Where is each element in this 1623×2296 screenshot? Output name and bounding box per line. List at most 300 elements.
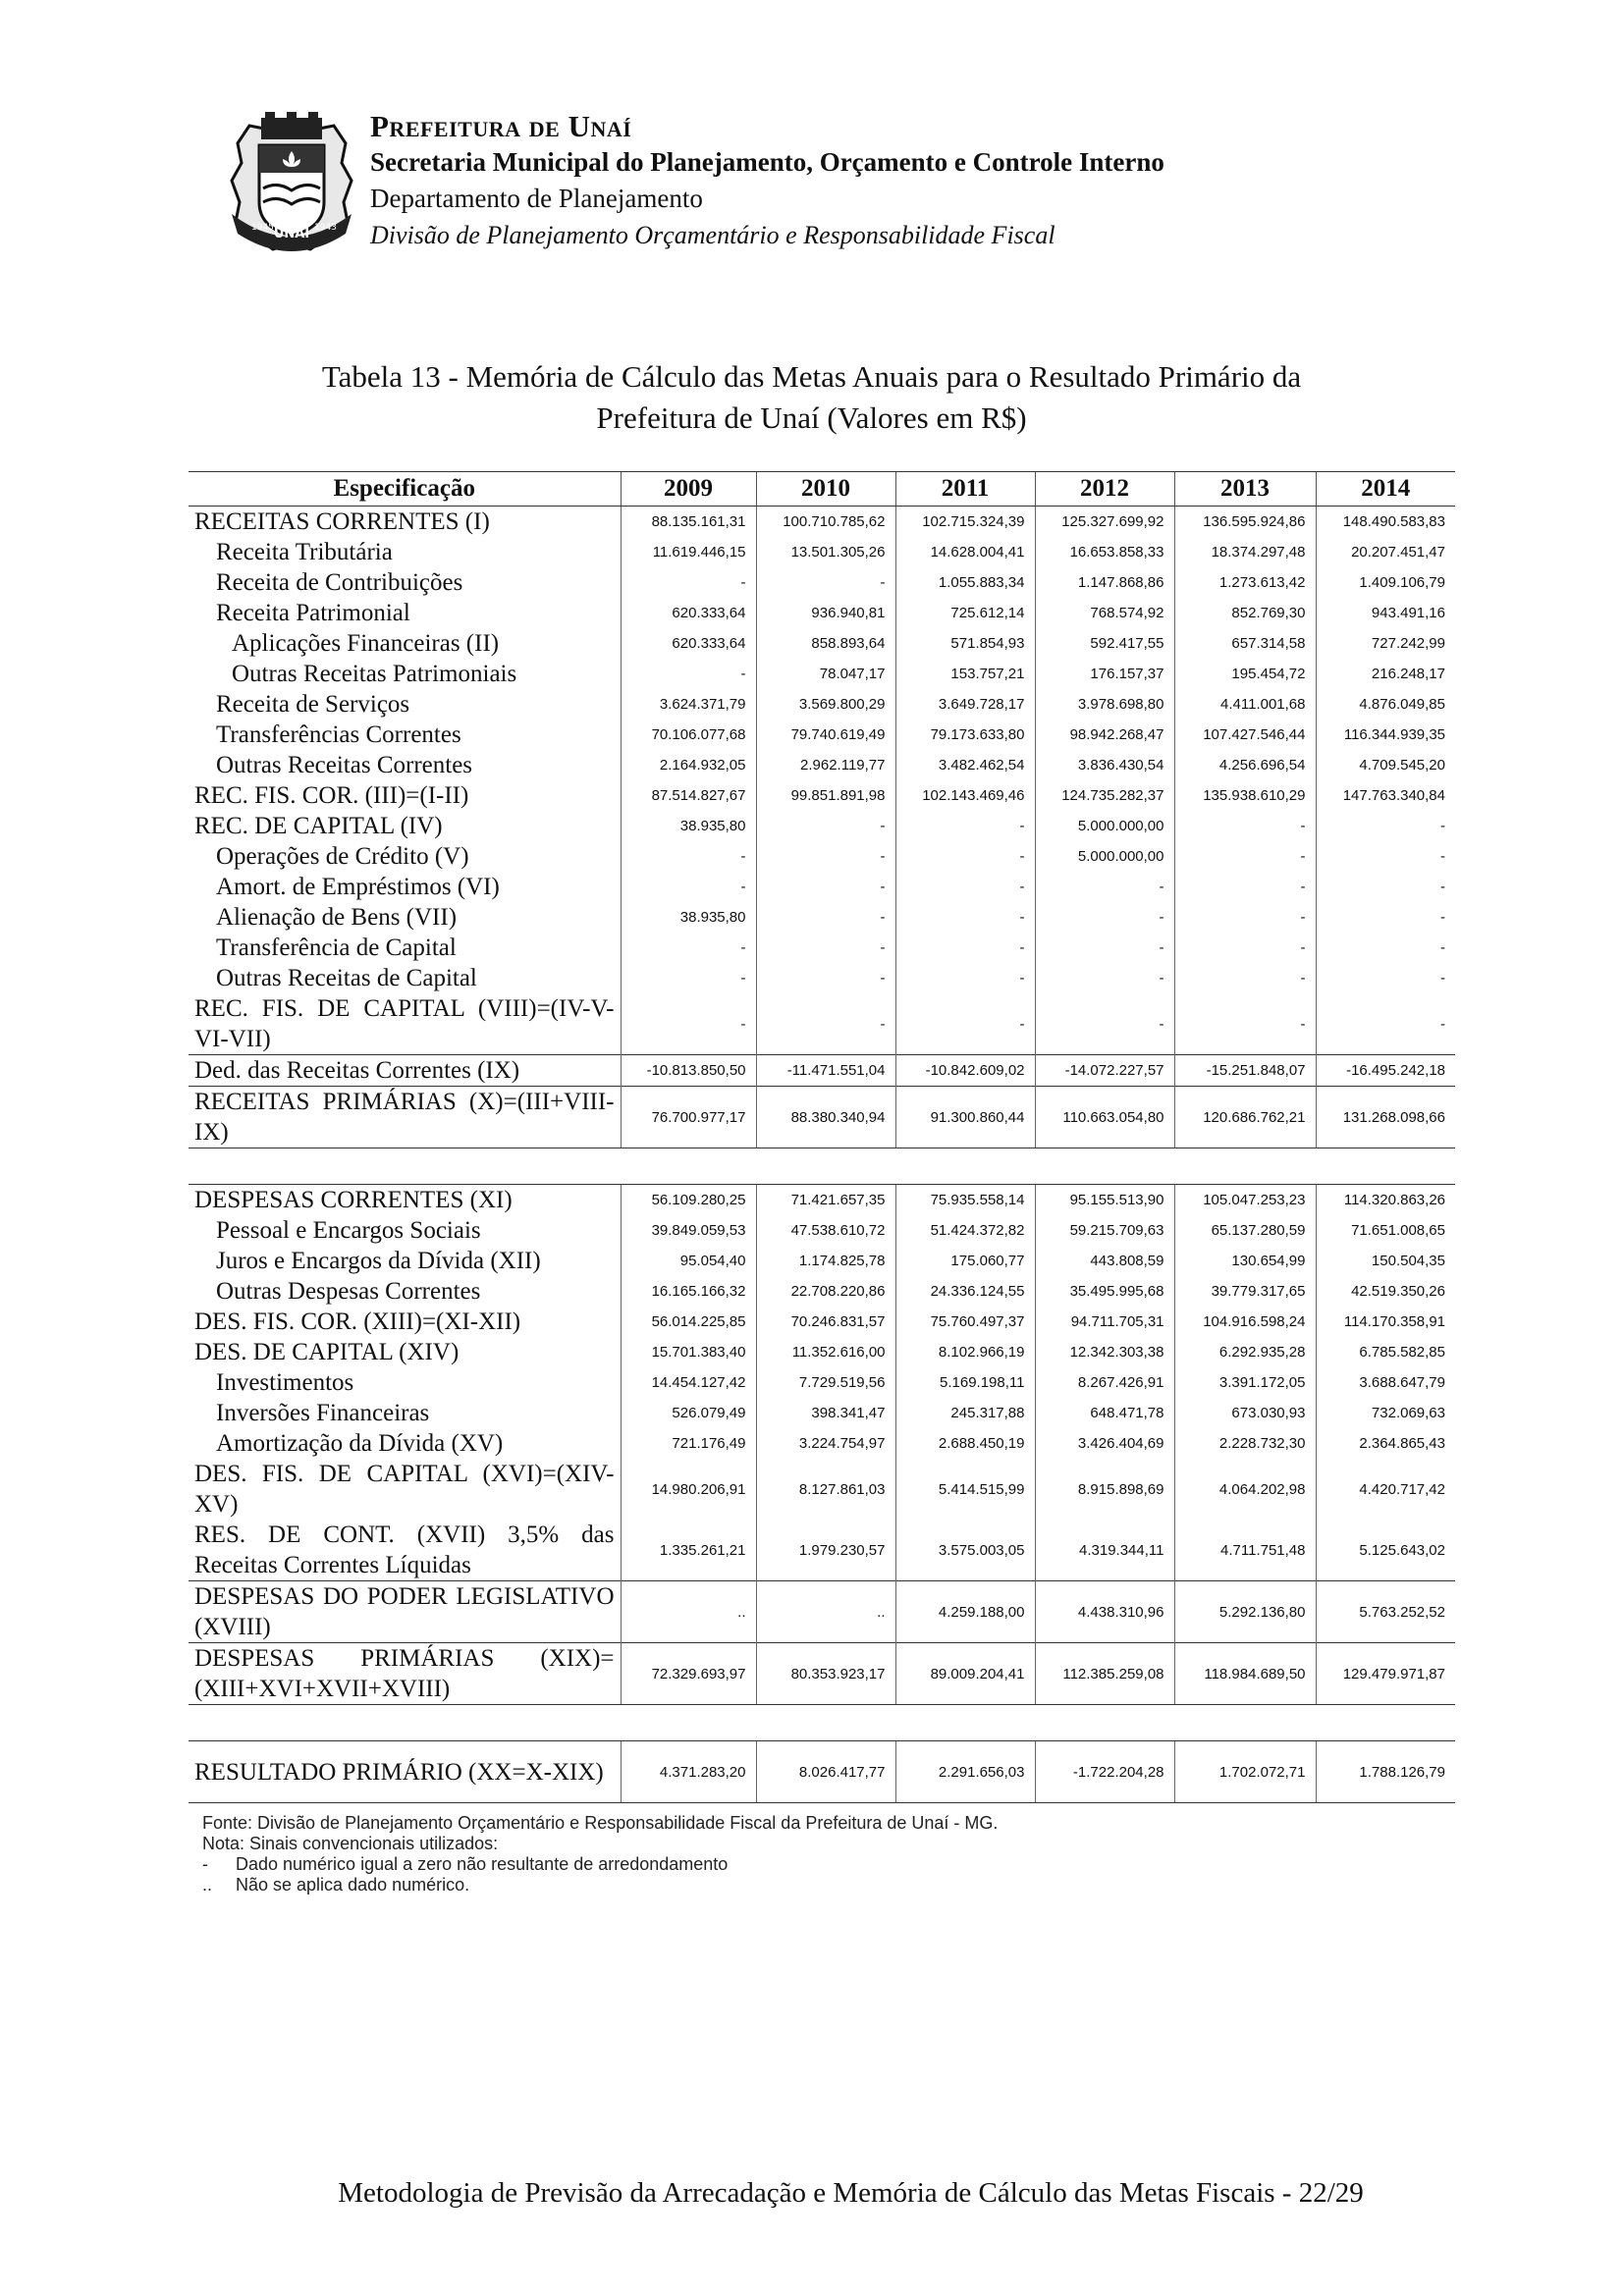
value-cell: 3.482.462,54 xyxy=(895,750,1035,780)
value-cell: 95.054,40 xyxy=(621,1246,756,1276)
value-cell: 5.000.000,00 xyxy=(1035,841,1174,872)
header-cell: 2014 xyxy=(1316,472,1455,507)
value-cell: 8.026.417,77 xyxy=(756,1741,895,1803)
value-cell: 80.353.923,17 xyxy=(756,1643,895,1705)
value-cell: 11.619.446,15 xyxy=(621,537,756,567)
value-cell: 4.876.049,85 xyxy=(1316,689,1455,720)
value-cell: 112.385.259,08 xyxy=(1035,1643,1174,1705)
value-cell: - xyxy=(1035,993,1174,1055)
row-label: Juros e Encargos da Dívida (XII) xyxy=(216,1248,541,1274)
value-cell: 42.519.350,26 xyxy=(1316,1276,1455,1307)
value-cell: - xyxy=(895,963,1035,993)
value-cell: -10.813.850,50 xyxy=(621,1055,756,1087)
value-cell: 1.409.106,79 xyxy=(1316,567,1455,598)
table-row xyxy=(189,659,1455,689)
table-row xyxy=(189,1055,1455,1087)
value-cell: - xyxy=(756,872,895,902)
value-cell: - xyxy=(1174,993,1316,1055)
value-cell: - xyxy=(1174,872,1316,902)
value-cell: 135.938.610,29 xyxy=(1174,780,1316,811)
municipal-seal-icon xyxy=(218,112,365,259)
value-cell: - xyxy=(1316,811,1455,841)
value-cell: - xyxy=(1174,963,1316,993)
document-header xyxy=(218,108,1396,265)
value-cell: 16.653.858,33 xyxy=(1035,537,1174,567)
value-cell: - xyxy=(621,963,756,993)
value-cell: 2.228.732,30 xyxy=(1174,1428,1316,1459)
value-cell: - xyxy=(756,902,895,933)
value-cell: 3.569.800,29 xyxy=(756,689,895,720)
value-cell: 79.173.633,80 xyxy=(895,720,1035,750)
value-cell: - xyxy=(895,841,1035,872)
value-cell: 35.495.995,68 xyxy=(1035,1276,1174,1307)
value-cell: 18.374.297,48 xyxy=(1174,537,1316,567)
table-row xyxy=(189,1367,1455,1398)
value-cell: - xyxy=(1035,902,1174,933)
table-row xyxy=(189,933,1455,963)
value-cell: - xyxy=(1035,933,1174,963)
value-cell: 38.935,80 xyxy=(621,811,756,841)
value-cell: 102.715.324,39 xyxy=(895,507,1035,538)
source-note: Fonte: Divisão de Planejamento Orçamentário e Responsabilidade Fiscal da Prefeitura de Unaí - MG. xyxy=(202,1813,999,1833)
table-row xyxy=(189,811,1455,841)
value-cell: - xyxy=(756,993,895,1055)
value-cell: 721.176,49 xyxy=(621,1428,756,1459)
value-cell: -14.072.227,57 xyxy=(1035,1055,1174,1087)
value-cell: 4.064.202,98 xyxy=(1174,1459,1316,1520)
row-label: REC. FIS. COR. (III)=(I-II) xyxy=(194,782,469,809)
table-row xyxy=(189,1337,1455,1367)
value-cell: 110.663.054,80 xyxy=(1035,1087,1174,1148)
value-cell: 71.421.657,35 xyxy=(756,1185,895,1216)
table-row xyxy=(189,1398,1455,1428)
value-cell: - xyxy=(895,902,1035,933)
value-cell: 56.109.280,25 xyxy=(621,1185,756,1216)
value-cell: 79.740.619,49 xyxy=(756,720,895,750)
convention-symbol: - xyxy=(202,1854,208,1874)
value-cell: 2.291.656,03 xyxy=(895,1741,1035,1803)
value-cell: 526.079,49 xyxy=(621,1398,756,1428)
value-cell: 24.336.124,55 xyxy=(895,1276,1035,1307)
value-cell: - xyxy=(756,567,895,598)
value-cell: 3.649.728,17 xyxy=(895,689,1035,720)
value-cell: 4.411.001,68 xyxy=(1174,689,1316,720)
value-cell: 3.836.430,54 xyxy=(1035,750,1174,780)
table-row xyxy=(189,902,1455,933)
table-row xyxy=(189,1520,1455,1581)
value-cell: - xyxy=(895,811,1035,841)
header-cell: 2011 xyxy=(895,472,1035,507)
value-cell: 936.940,81 xyxy=(756,598,895,628)
value-cell: 12.342.303,38 xyxy=(1035,1337,1174,1367)
value-cell: 20.207.451,47 xyxy=(1316,537,1455,567)
table-row xyxy=(189,598,1455,628)
value-cell: 98.942.268,47 xyxy=(1035,720,1174,750)
value-cell: - xyxy=(621,841,756,872)
value-cell: 7.729.519,56 xyxy=(756,1367,895,1398)
value-cell: 5.169.198,11 xyxy=(895,1367,1035,1398)
value-cell: 620.333,64 xyxy=(621,628,756,659)
value-cell: 99.851.891,98 xyxy=(756,780,895,811)
value-cell: 443.808,59 xyxy=(1035,1246,1174,1276)
value-cell: 116.344.939,35 xyxy=(1316,720,1455,750)
convention-item xyxy=(202,1875,998,1896)
value-cell: - xyxy=(1174,933,1316,963)
value-cell: 75.935.558,14 xyxy=(895,1185,1035,1216)
value-cell: 124.735.282,37 xyxy=(1035,780,1174,811)
value-cell: 195.454,72 xyxy=(1174,659,1316,689)
value-cell: 3.575.003,05 xyxy=(895,1520,1035,1581)
value-cell: 5.414.515,99 xyxy=(895,1459,1035,1520)
value-cell: 3.224.754,97 xyxy=(756,1428,895,1459)
value-cell: 571.854,93 xyxy=(895,628,1035,659)
row-label: DES. FIS. COR. (XIII)=(XI-XII) xyxy=(194,1308,521,1335)
value-cell: 2.688.450,19 xyxy=(895,1428,1035,1459)
convention-text: Dado numérico igual a zero não resultante de arredondamento xyxy=(236,1854,729,1874)
value-cell: 114.320.863,26 xyxy=(1316,1185,1455,1216)
value-cell: 15.701.383,40 xyxy=(621,1337,756,1367)
row-label: RESULTADO PRIMÁRIO (XX=X-XIX) xyxy=(189,1741,621,1803)
value-cell: 114.170.358,91 xyxy=(1316,1307,1455,1337)
value-cell: 4.256.696,54 xyxy=(1174,750,1316,780)
value-cell: 75.760.497,37 xyxy=(895,1307,1035,1337)
value-cell: 620.333,64 xyxy=(621,598,756,628)
value-cell: 91.300.860,44 xyxy=(895,1087,1035,1148)
value-cell: - xyxy=(1316,902,1455,933)
value-cell: 657.314,58 xyxy=(1174,628,1316,659)
value-cell: 104.916.598,24 xyxy=(1174,1307,1316,1337)
value-cell: 8.127.861,03 xyxy=(756,1459,895,1520)
value-cell: 5.763.252,52 xyxy=(1316,1581,1455,1643)
value-cell: 768.574,92 xyxy=(1035,598,1174,628)
value-cell: .. xyxy=(756,1581,895,1643)
row-label: Outras Despesas Correntes xyxy=(216,1278,481,1305)
value-cell: 176.157,37 xyxy=(1035,659,1174,689)
table-row xyxy=(189,1215,1455,1246)
row-label: Amort. de Empréstimos (VI) xyxy=(216,874,500,900)
value-cell: 5.125.643,02 xyxy=(1316,1520,1455,1581)
value-cell: 648.471,78 xyxy=(1035,1398,1174,1428)
value-cell: 153.757,21 xyxy=(895,659,1035,689)
value-cell: - xyxy=(756,933,895,963)
row-label: Outras Receitas Patrimoniais xyxy=(232,661,517,687)
value-cell: 70.106.077,68 xyxy=(621,720,756,750)
table-row xyxy=(189,1087,1455,1148)
convention-symbol: .. xyxy=(202,1875,213,1895)
value-cell: 38.935,80 xyxy=(621,902,756,933)
value-cell: - xyxy=(895,933,1035,963)
value-cell: 59.215.709,63 xyxy=(1035,1215,1174,1246)
divisao-name: Divisão de Planejamento Orçamentário e Responsabilidade Fiscal xyxy=(370,221,1055,249)
table-row xyxy=(189,507,1455,538)
value-cell: -11.471.551,04 xyxy=(756,1055,895,1087)
value-cell: 47.538.610,72 xyxy=(756,1215,895,1246)
spacer-cell xyxy=(189,1148,1455,1185)
row-label: Outras Receitas de Capital xyxy=(216,965,477,991)
value-cell: 398.341,47 xyxy=(756,1398,895,1428)
value-cell: 4.709.545,20 xyxy=(1316,750,1455,780)
table-row xyxy=(189,1643,1455,1705)
row-label: Inversões Financeiras xyxy=(216,1400,430,1426)
table-row xyxy=(189,750,1455,780)
row-label: Pessoal e Encargos Sociais xyxy=(216,1217,481,1244)
value-cell: 39.849.059,53 xyxy=(621,1215,756,1246)
seal-year-right: 1943 xyxy=(314,223,337,233)
value-cell: 245.317,88 xyxy=(895,1398,1035,1428)
value-cell: 11.352.616,00 xyxy=(756,1337,895,1367)
table-row xyxy=(189,537,1455,567)
value-cell: 76.700.977,17 xyxy=(621,1087,756,1148)
value-cell: - xyxy=(621,993,756,1055)
header-cell: 2012 xyxy=(1035,472,1174,507)
value-cell: 175.060,77 xyxy=(895,1246,1035,1276)
value-cell: 56.014.225,85 xyxy=(621,1307,756,1337)
value-cell: - xyxy=(1316,841,1455,872)
header-text-block xyxy=(370,108,1164,253)
table-row xyxy=(189,567,1455,598)
value-cell: 95.155.513,90 xyxy=(1035,1185,1174,1216)
row-label: REC. FIS. DE CAPITAL (VIII)=(IV-V-VI-VII) xyxy=(194,995,615,1052)
value-cell: - xyxy=(756,963,895,993)
row-label: Transferência de Capital xyxy=(216,934,457,961)
value-cell: 727.242,99 xyxy=(1316,628,1455,659)
table-row xyxy=(189,628,1455,659)
value-cell: .. xyxy=(621,1581,756,1643)
value-cell: - xyxy=(621,933,756,963)
value-cell: 592.417,55 xyxy=(1035,628,1174,659)
table-row xyxy=(189,872,1455,902)
value-cell: - xyxy=(756,841,895,872)
value-cell: 3.624.371,79 xyxy=(621,689,756,720)
table-row xyxy=(189,1581,1455,1643)
table-row xyxy=(189,1276,1455,1307)
footer-text: Metodologia de Previsão da Arrecadação e Memória de Cálculo das Metas Fiscais - 22/29 xyxy=(338,2177,1364,2209)
header-cell: 2010 xyxy=(756,472,895,507)
convention-item xyxy=(202,1854,998,1875)
value-cell: 5.000.000,00 xyxy=(1035,811,1174,841)
value-cell: 87.514.827,67 xyxy=(621,780,756,811)
convention-text: Não se aplica dado numérico. xyxy=(236,1875,470,1895)
value-cell: 858.893,64 xyxy=(756,628,895,659)
table-title xyxy=(0,356,1623,439)
row-label: Operações de Crédito (V) xyxy=(216,843,469,870)
row-label: Receita de Contribuições xyxy=(216,569,463,596)
metas-table xyxy=(189,471,1455,1803)
value-cell: 2.364.865,43 xyxy=(1316,1428,1455,1459)
table-row xyxy=(189,963,1455,993)
value-cell: 130.654,99 xyxy=(1174,1246,1316,1276)
table-row xyxy=(189,780,1455,811)
row-label: RECEITAS CORRENTES (I) xyxy=(194,508,490,535)
row-label: Amortização da Dívida (XV) xyxy=(216,1430,504,1457)
value-cell: 1.979.230,57 xyxy=(756,1520,895,1581)
value-cell: 6.785.582,85 xyxy=(1316,1337,1455,1367)
row-label: Outras Receitas Correntes xyxy=(216,752,473,778)
value-cell: 2.962.119,77 xyxy=(756,750,895,780)
value-cell: 6.292.935,28 xyxy=(1174,1337,1316,1367)
value-cell: - xyxy=(1035,963,1174,993)
row-label: Receita de Serviços xyxy=(216,691,410,718)
row-label: RECEITAS PRIMÁRIAS (X)=(III+VIII-IX) xyxy=(189,1087,621,1148)
header-cell: 2013 xyxy=(1174,472,1316,507)
value-cell: 89.009.204,41 xyxy=(895,1643,1035,1705)
departamento-name: Departamento de Planejamento xyxy=(370,184,703,213)
table-row xyxy=(189,1741,1455,1803)
value-cell: - xyxy=(756,811,895,841)
value-cell: 2.164.932,05 xyxy=(621,750,756,780)
value-cell: - xyxy=(1316,993,1455,1055)
row-label: RES. DE CONT. (XVII) 3,5% das Receitas Correntes Líquidas xyxy=(194,1522,615,1578)
value-cell: 105.047.253,23 xyxy=(1174,1185,1316,1216)
value-cell: 14.454.127,42 xyxy=(621,1367,756,1398)
value-cell: 88.380.340,94 xyxy=(756,1087,895,1148)
value-cell: 852.769,30 xyxy=(1174,598,1316,628)
conventions-note: Nota: Sinais convencionais utilizados: xyxy=(202,1834,499,1853)
value-cell: -15.251.848,07 xyxy=(1174,1055,1316,1087)
value-cell: 14.980.206,91 xyxy=(621,1459,756,1520)
header-cell: 2009 xyxy=(621,472,756,507)
table-spacer xyxy=(189,1148,1455,1185)
value-cell: - xyxy=(1316,963,1455,993)
value-cell: 13.501.305,26 xyxy=(756,537,895,567)
value-cell: - xyxy=(1316,933,1455,963)
value-cell: 725.612,14 xyxy=(895,598,1035,628)
row-label: DESPESAS DO PODER LEGISLATIVO (XVIII) xyxy=(189,1581,621,1643)
value-cell: 147.763.340,84 xyxy=(1316,780,1455,811)
value-cell: 120.686.762,21 xyxy=(1174,1087,1316,1148)
value-cell: 4.420.717,42 xyxy=(1316,1459,1455,1520)
value-cell: 4.319.344,11 xyxy=(1035,1520,1174,1581)
value-cell: 4.438.310,96 xyxy=(1035,1581,1174,1643)
value-cell: 4.711.751,48 xyxy=(1174,1520,1316,1581)
value-cell: - xyxy=(1316,872,1455,902)
value-cell: 3.688.647,79 xyxy=(1316,1367,1455,1398)
value-cell: - xyxy=(1035,872,1174,902)
value-cell: 129.479.971,87 xyxy=(1316,1643,1455,1705)
value-cell: 100.710.785,62 xyxy=(756,507,895,538)
row-label: Alienação de Bens (VII) xyxy=(216,904,458,931)
value-cell: 673.030,93 xyxy=(1174,1398,1316,1428)
table-spacer xyxy=(189,1705,1455,1741)
value-cell: 51.424.372,82 xyxy=(895,1215,1035,1246)
row-label: Receita Tributária xyxy=(216,539,393,565)
value-cell: 65.137.280,59 xyxy=(1174,1215,1316,1246)
value-cell: -16.495.242,18 xyxy=(1316,1055,1455,1087)
value-cell: 14.628.004,41 xyxy=(895,537,1035,567)
row-label: DESPESAS CORRENTES (XI) xyxy=(189,1185,621,1216)
table-row xyxy=(189,841,1455,872)
value-cell: 1.335.261,21 xyxy=(621,1520,756,1581)
value-cell: -10.842.609,02 xyxy=(895,1055,1035,1087)
value-cell: 131.268.098,66 xyxy=(1316,1087,1455,1148)
value-cell: 1.273.613,42 xyxy=(1174,567,1316,598)
value-cell: 107.427.546,44 xyxy=(1174,720,1316,750)
value-cell: - xyxy=(621,659,756,689)
org-name: Prefeitura de Unaí xyxy=(370,109,632,143)
value-cell: - xyxy=(895,993,1035,1055)
row-label: DES. FIS. DE CAPITAL (XVI)=(XIV-XV) xyxy=(194,1461,615,1518)
value-cell: 1.174.825,78 xyxy=(756,1246,895,1276)
value-cell: - xyxy=(621,872,756,902)
value-cell: 1.702.072,71 xyxy=(1174,1741,1316,1803)
value-cell: 118.984.689,50 xyxy=(1174,1643,1316,1705)
value-cell: 70.246.831,57 xyxy=(756,1307,895,1337)
value-cell: 148.490.583,83 xyxy=(1316,507,1455,538)
value-cell: 4.259.188,00 xyxy=(895,1581,1035,1643)
row-label: Aplicações Financeiras (II) xyxy=(232,630,500,657)
value-cell: - xyxy=(621,567,756,598)
value-cell: - xyxy=(895,872,1035,902)
value-cell: 8.102.966,19 xyxy=(895,1337,1035,1367)
value-cell: 39.779.317,65 xyxy=(1174,1276,1316,1307)
value-cell: 94.711.705,31 xyxy=(1035,1307,1174,1337)
value-cell: 136.595.924,86 xyxy=(1174,507,1316,538)
value-cell: -1.722.204,28 xyxy=(1035,1741,1174,1803)
value-cell: - xyxy=(1174,811,1316,841)
row-label: DESPESAS PRIMÁRIAS (XIX)=(XIII+XVI+XVII+XVIII) xyxy=(189,1643,621,1705)
value-cell: 3.391.172,05 xyxy=(1174,1367,1316,1398)
row-label: Transferências Correntes xyxy=(216,721,461,748)
value-cell: 1.055.883,34 xyxy=(895,567,1035,598)
value-cell: 8.267.426,91 xyxy=(1035,1367,1174,1398)
page-footer xyxy=(0,2177,1623,2210)
value-cell: 71.651.008,65 xyxy=(1316,1215,1455,1246)
table-row xyxy=(189,1459,1455,1520)
seal-label: UNAÍ xyxy=(273,227,310,241)
row-label: Ded. das Receitas Correntes (IX) xyxy=(189,1055,621,1087)
value-cell: - xyxy=(1174,841,1316,872)
table-title-line-2: Prefeitura de Unaí (Valores em R$) xyxy=(596,400,1027,435)
row-label: Receita Patrimonial xyxy=(216,600,410,626)
value-cell: 125.327.699,92 xyxy=(1035,507,1174,538)
table-row xyxy=(189,1428,1455,1459)
table-title-line-1: Tabela 13 - Memória de Cálculo das Metas Anuais para o Resultado Primário da xyxy=(321,359,1302,394)
table-header-row xyxy=(189,472,1455,507)
value-cell: 943.491,16 xyxy=(1316,598,1455,628)
table-notes xyxy=(202,1813,998,1896)
value-cell: 22.708.220,86 xyxy=(756,1276,895,1307)
table-row xyxy=(189,1185,1455,1216)
value-cell: 78.047,17 xyxy=(756,659,895,689)
value-cell: 5.292.136,80 xyxy=(1174,1581,1316,1643)
seal-year-left: 1945 xyxy=(251,223,274,233)
value-cell: 1.147.868,86 xyxy=(1035,567,1174,598)
row-label: REC. DE CAPITAL (IV) xyxy=(194,813,443,839)
value-cell: 8.915.898,69 xyxy=(1035,1459,1174,1520)
row-label: DES. DE CAPITAL (XIV) xyxy=(194,1339,460,1365)
value-cell: 150.504,35 xyxy=(1316,1246,1455,1276)
value-cell: 4.371.283,20 xyxy=(621,1741,756,1803)
value-cell: 1.788.126,79 xyxy=(1316,1741,1455,1803)
value-cell: 72.329.693,97 xyxy=(621,1643,756,1705)
value-cell: 3.978.698,80 xyxy=(1035,689,1174,720)
row-label: Investimentos xyxy=(216,1369,354,1396)
value-cell: - xyxy=(1174,902,1316,933)
table-row xyxy=(189,689,1455,720)
value-cell: 102.143.469,46 xyxy=(895,780,1035,811)
table-row xyxy=(189,993,1455,1055)
value-cell: 16.165.166,32 xyxy=(621,1276,756,1307)
table-row xyxy=(189,1246,1455,1276)
spacer-cell xyxy=(189,1705,1455,1741)
value-cell: 216.248,17 xyxy=(1316,659,1455,689)
value-cell: 88.135.161,31 xyxy=(621,507,756,538)
header-cell: Especificação xyxy=(189,472,621,507)
table-row xyxy=(189,1307,1455,1337)
value-cell: 732.069,63 xyxy=(1316,1398,1455,1428)
value-cell: 3.426.404,69 xyxy=(1035,1428,1174,1459)
secretaria-name: Secretaria Municipal do Planejamento, Orçamento e Controle Interno xyxy=(370,147,1164,177)
